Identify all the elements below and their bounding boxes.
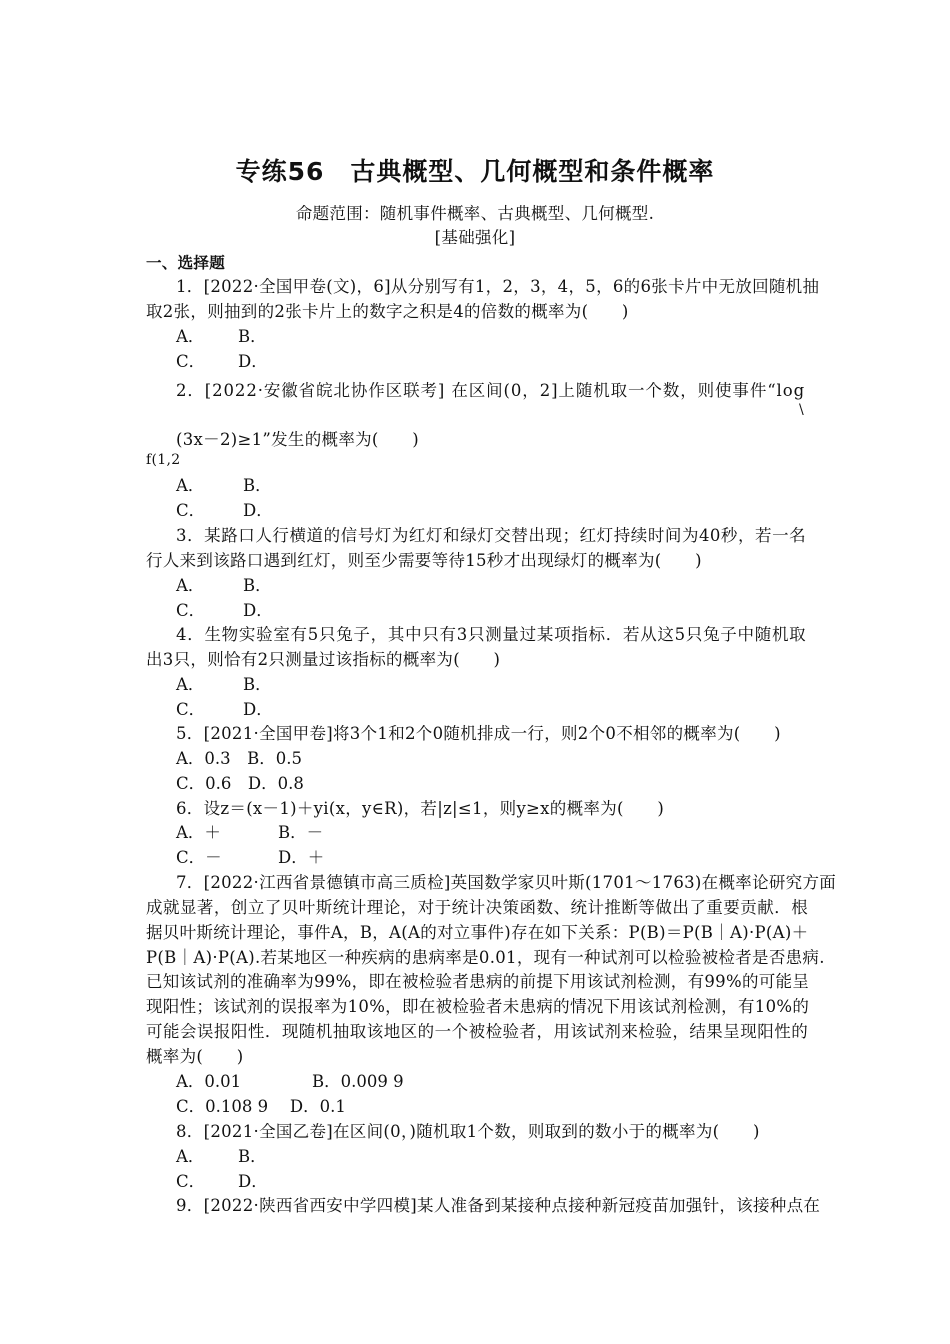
question-4-option-d: D． [243, 700, 273, 719]
question-3-line-2: 行人来到该路口遇到红灯，则至少需要等待15秒才出现绿灯的概率为( ) [146, 551, 702, 570]
question-3-option-b: B． [243, 576, 272, 595]
question-7-option-b: B．0.009 9 [312, 1072, 404, 1091]
question-4-option-c: C． [176, 700, 206, 719]
question-6-option-d: D．＋ [278, 848, 325, 867]
question-6-line-1: 6．设z＝(x－1)＋yi(x，y∈R)，若|z|≤1，则y≥x的概率为( ) [176, 799, 665, 818]
question-5-line-1: 5．[2021·全国甲卷]将3个1和2个0随机排成一行，则2个0不相邻的概率为( ) [176, 724, 781, 743]
question-2-option-a: A． [176, 476, 205, 495]
question-8-option-c: C． [176, 1172, 206, 1191]
question-8-line-1: 8．[2021·全国乙卷]在区间(0，)随机取1个数，则取到的数小于的概率为( ) [176, 1122, 760, 1141]
question-1-line-2: 取2张，则抽到的2张卡片上的数字之积是4的倍数的概率为( ) [146, 302, 629, 321]
question-7-line-4: P(B｜A)·P(A).若某地区一种疾病的患病率是0.01，现有一种试剂可以检验被检者是否患病. [146, 948, 825, 967]
question-4-option-a: A． [176, 675, 205, 694]
question-7-line-1: 7．[2022·江西省景德镇市高三质检]英国数学家贝叶斯(1701～1763)在概率论研究方面 [176, 873, 837, 892]
question-7-line-3: 据贝叶斯统计理论，事件A，B，A(A的对立事件)存在如下关系：P(B)＝P(B｜A)·P(A)＋ [146, 923, 809, 942]
question-1-option-a: A． [176, 327, 205, 346]
question-6-option-b: B．－ [278, 823, 324, 842]
question-7-line-5: 已知该试剂的准确率为99%，即在被检验者患病的前提下用该试剂检测，有99%的可能呈 [146, 972, 810, 991]
section-heading: 一、选择题 [146, 254, 226, 272]
question-9-line-1: 9．[2022·陕西省西安中学四模]某人准备到某接种点接种新冠疫苗加强针，该接种点在 [176, 1196, 821, 1215]
question-1-option-d: D． [238, 352, 268, 371]
question-2-backslash: \ [799, 402, 805, 418]
question-3-option-c: C． [176, 601, 206, 620]
question-2-option-d: D． [243, 501, 273, 520]
question-6-option-c: C．－ [176, 848, 222, 867]
question-3-line-1: 3．某路口人行横道的信号灯为红灯和绿灯交替出现；红灯持续时间为40秒，若一名 [176, 526, 806, 545]
question-4-option-b: B． [243, 675, 272, 694]
question-7-option-a: A．0.01 [176, 1072, 242, 1091]
question-2-option-b: B． [243, 476, 272, 495]
question-1-option-c: C． [176, 352, 206, 371]
level-label: [基础强化] [434, 228, 516, 247]
question-4-line-2: 出3只，则恰有2只测量过该指标的概率为( ) [146, 650, 501, 669]
question-7-options-cd: C．0.108 9 D．0.1 [176, 1097, 346, 1116]
question-1-line-1: 1．[2022·全国甲卷(文)，6]从分别写有1，2，3，4，5，6的6张卡片中无放回随机抽 [176, 277, 820, 296]
question-2-fraction-text: f(1,2 [146, 452, 181, 468]
question-2-line-1: 2．[2022·安徽省皖北协作区联考] 在区间(0，2]上随机取一个数，则使事件“log [176, 381, 806, 400]
question-7-line-7: 可能会误报阳性．现随机抽取该地区的一个被检验者，用该试剂来检验，结果呈现阳性的 [146, 1022, 808, 1041]
page-title: 专练56 古典概型、几何概型和条件概率 [235, 157, 715, 186]
question-3-option-a: A． [176, 576, 205, 595]
question-8-option-a: A． [176, 1147, 205, 1166]
question-7-line-8: 概率为( ) [146, 1047, 244, 1066]
question-2-option-c: C． [176, 501, 206, 520]
question-5-options-cd: C．0.6 D．0.8 [176, 774, 304, 793]
question-5-options-ab: A．0.3 B．0.5 [176, 749, 303, 768]
question-4-line-1: 4．生物实验室有5只兔子，其中只有3只测量过某项指标．若从这5只兔子中随机取 [176, 625, 806, 644]
question-7-line-2: 成就显著，创立了贝叶斯统计理论，对于统计决策函数、统计推断等做出了重要贡献．根 [146, 898, 808, 917]
question-3-option-d: D． [243, 601, 273, 620]
question-1-option-b: B． [238, 327, 267, 346]
question-8-option-b: B． [238, 1147, 267, 1166]
question-6-option-a: A．＋ [176, 823, 221, 842]
question-8-option-d: D． [238, 1172, 268, 1191]
scope-line: 命题范围：随机事件概率、古典概型、几何概型. [295, 204, 655, 223]
question-7-line-6: 现阳性；该试剂的误报率为10%，即在被检验者未患病的情况下用该试剂检测，有10%的 [146, 997, 810, 1016]
question-2-line-2: (3x－2)≥1”发生的概率为( ) [176, 430, 420, 449]
